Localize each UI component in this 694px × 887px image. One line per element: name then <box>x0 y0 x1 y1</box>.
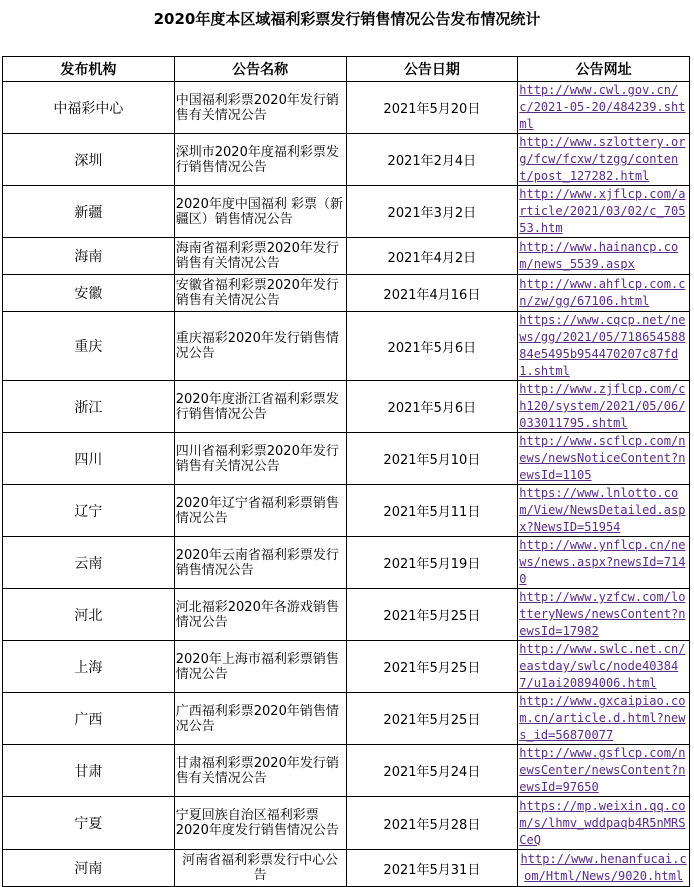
table-row <box>3 850 690 887</box>
name-cell: 河北福彩2020年各游戏销售情况公告 <box>174 589 346 641</box>
name-cell: 甘肃福利彩票2020年发行销售有关情况公告 <box>174 745 346 797</box>
table-row <box>3 745 690 797</box>
name-cell: 深圳市2020年度福利彩票发行销售情况公告 <box>174 134 346 186</box>
date-cell: 2021年4月16日 <box>346 275 518 312</box>
url-link[interactable]: http://www.ahflcp.com.cn/zw/gg/67106.html <box>518 275 690 312</box>
org-cell: 浙江 <box>3 381 175 433</box>
date-cell: 2021年5月19日 <box>346 537 518 589</box>
name-cell: 宁夏回族自治区福利彩票2020年度发行销售情况公告 <box>174 797 346 850</box>
name-cell: 安徽省福利彩票2020年发行销售有关情况公告 <box>174 275 346 312</box>
date-cell: 2021年5月25日 <box>346 589 518 641</box>
table-row <box>3 381 690 433</box>
org-cell: 深圳 <box>3 134 175 186</box>
date-cell: 2021年5月24日 <box>346 745 518 797</box>
date-cell: 2021年5月10日 <box>346 433 518 485</box>
org-cell: 广西 <box>3 693 175 745</box>
url-link[interactable]: http://www.szlottery.org/fcw/fcxw/tzgg/content/post_127282.html <box>518 134 690 186</box>
page-title: 2020年度本区域福利彩票发行销售情况公告发布情况统计 <box>153 10 541 28</box>
url-link[interactable]: http://www.hainancp.com/news_5539.aspx <box>518 238 690 275</box>
name-cell: 2020年度浙江省福利彩票发行销售情况公告 <box>174 381 346 433</box>
table-row <box>3 186 690 238</box>
table-row <box>3 589 690 641</box>
table-row <box>3 641 690 693</box>
org-cell: 甘肃 <box>3 745 175 797</box>
url-link[interactable]: https://www.lnlotto.com/View/NewsDetailed.aspx?NewsID=51954 <box>518 485 690 537</box>
header-row <box>3 57 690 82</box>
url-link[interactable]: http://www.xjflcp.com/article/2021/03/02/c_70553.htm <box>518 186 690 238</box>
table-row <box>3 537 690 589</box>
url-link[interactable]: http://www.yzfcw.com/lotteryNews/newsContent?newsId=17982 <box>518 589 690 641</box>
url-link[interactable]: http://www.cwl.gov.cn/c/2021-05-20/484239.shtml <box>518 82 690 134</box>
org-cell: 中福彩中心 <box>3 82 175 134</box>
org-cell: 海南 <box>3 238 175 275</box>
org-cell: 云南 <box>3 537 175 589</box>
date-cell: 2021年5月25日 <box>346 641 518 693</box>
name-cell: 2020年辽宁省福利彩票销售情况公告 <box>174 485 346 537</box>
url-link[interactable]: http://www.swlc.net.cn/eastday/swlc/node403847/u1ai20894006.html <box>518 641 690 693</box>
name-cell: 海南省福利彩票2020年发行销售有关情况公告 <box>174 238 346 275</box>
org-cell: 上海 <box>3 641 175 693</box>
header-name: 公告名称 <box>174 57 346 82</box>
url-link[interactable]: https://mp.weixin.qq.com/s/lhmv_wddpaqb4R5nMRSCeQ <box>518 797 690 850</box>
date-cell: 2021年4月2日 <box>346 238 518 275</box>
url-link[interactable]: http://www.gxcaipiao.com.cn/article.d.html?news_id=56870077 <box>518 693 690 745</box>
name-cell: 2020年上海市福利彩票销售情况公告 <box>174 641 346 693</box>
table-row <box>3 82 690 134</box>
date-cell: 2021年3月2日 <box>346 186 518 238</box>
table-row <box>3 797 690 850</box>
name-cell: 2020年云南省福利彩票发行销售情况公告 <box>174 537 346 589</box>
table-row <box>3 238 690 275</box>
header-url: 公告网址 <box>518 57 690 82</box>
url-link[interactable]: http://www.zjflcp.com/ch120/system/2021/05/06/033011795.shtml <box>518 381 690 433</box>
date-cell: 2021年5月31日 <box>346 850 518 887</box>
url-link[interactable]: http://www.ynflcp.cn/news/news.aspx?newsId=7140 <box>518 537 690 589</box>
date-cell: 2021年5月25日 <box>346 693 518 745</box>
name-cell: 2020年度中国福利 彩票（新疆区）销售情况公告 <box>174 186 346 238</box>
url-link[interactable]: http://www.henanfucai.com/Html/News/9020.html <box>518 850 690 887</box>
url-link[interactable]: http://www.scflcp.com/news/newsNoticeContent?newsId=1105 <box>518 433 690 485</box>
org-cell: 河北 <box>3 589 175 641</box>
org-cell: 辽宁 <box>3 485 175 537</box>
url-link[interactable]: https://www.cqcp.net/news/gg/2021/05/71865458884e5495b954470207c87fd1.shtml <box>518 312 690 381</box>
date-cell: 2021年5月6日 <box>346 381 518 433</box>
date-cell: 2021年5月20日 <box>346 82 518 134</box>
table-row <box>3 312 690 381</box>
header-org: 发布机构 <box>3 57 175 82</box>
header-date: 公告日期 <box>346 57 518 82</box>
org-cell: 四川 <box>3 433 175 485</box>
announcement-table <box>2 56 690 887</box>
date-cell: 2021年5月6日 <box>346 312 518 381</box>
name-cell: 重庆福彩2020年发行销售情况公告 <box>174 312 346 381</box>
org-cell: 新疆 <box>3 186 175 238</box>
table-row <box>3 134 690 186</box>
org-cell: 河南 <box>3 850 175 887</box>
table-row <box>3 275 690 312</box>
name-cell: 河南省福利彩票发行中心公告 <box>174 850 346 887</box>
name-cell: 中国福利彩票2020年发行销售有关情况公告 <box>174 82 346 134</box>
org-cell: 宁夏 <box>3 797 175 850</box>
url-link[interactable]: http://www.gsflcp.com/newsCenter/newsContent?newsId=97650 <box>518 745 690 797</box>
org-cell: 安徽 <box>3 275 175 312</box>
date-cell: 2021年5月28日 <box>346 797 518 850</box>
name-cell: 四川省福利彩票2020年发行销售有关情况公告 <box>174 433 346 485</box>
table-row <box>3 433 690 485</box>
table-row <box>3 693 690 745</box>
name-cell: 广西福利彩票2020年销售情况公告 <box>174 693 346 745</box>
table-row <box>3 485 690 537</box>
org-cell: 重庆 <box>3 312 175 381</box>
date-cell: 2021年2月4日 <box>346 134 518 186</box>
date-cell: 2021年5月11日 <box>346 485 518 537</box>
